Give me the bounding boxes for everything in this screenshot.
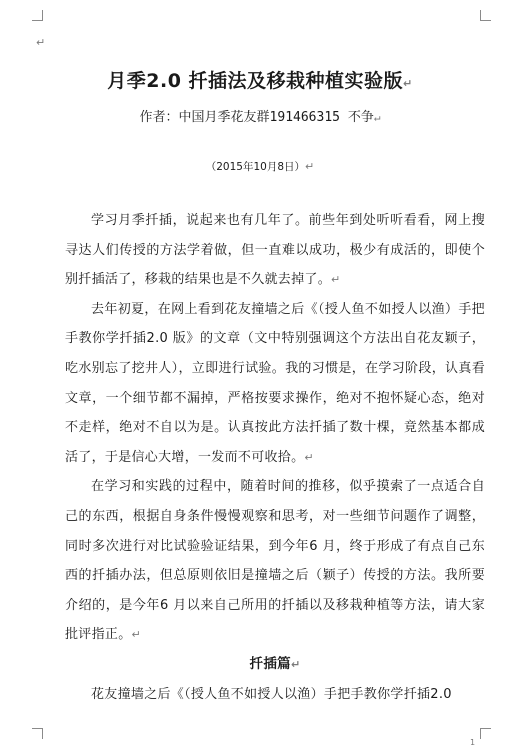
date-line[interactable] [40, 159, 480, 174]
paragraph-mark: ↵ [131, 628, 142, 642]
body-paragraph[interactable]: 花友撞墙之后《（授人鱼不如授人以渔）手把手教你学扦插2.0 [91, 686, 452, 702]
title-text: 月季2.0 扦插法及移栽种植实验版 [107, 70, 404, 92]
author-line[interactable] [40, 106, 480, 125]
section-heading[interactable]: 扦插篇↵ [249, 655, 301, 672]
paragraph-mark: ↵ [305, 160, 315, 173]
margin-corner-bottom-left [32, 728, 43, 739]
margin-corner-top-left [32, 10, 43, 21]
body-paragraph[interactable]: 去年初夏，在网上看到花友撞墙之后《（授人鱼不如授人以渔）手把手教你学扦插2.0 版》的文章（文中特别强调这个方法出自花友颖子，吃水别忘了挖井人），立即进行试验。我的习惯是，在学习阶段，认真看文章，一个细节都不漏掉，严格按要求操作，绝对不抱怀疑心态，绝对不走样，绝对不自以为是。认真按此方法扦插了数十棵，竟然基本都成活了，于是信心大增，一发而不可收拾。↵ [65, 301, 485, 465]
author-text: 作者：中国月季花友群191466315 不争 [139, 110, 374, 125]
body-paragraph[interactable]: 在学习和实践的过程中，随着时间的推移，似乎摸索了一点适合自己的东西，根据自身条件慢慢观察和思考，对一些细节问题作了调整，同时多次进行对比试验验证结果，到今年6 月，终于形成了有点自己东西的扦插办法，但总原则依旧是撞墙之后（颖子）传授的方法。我所要介绍的，是今年6 月以来自己所用的扦插以及移栽种植等方法，请大家批评指正。↵ [65, 479, 485, 643]
paragraph-mark: ↵ [304, 450, 314, 464]
paragraph-mark: ↵ [36, 36, 46, 49]
margin-corner-top-right [480, 10, 491, 21]
date-text: （2015年10月8日） [205, 161, 306, 173]
margin-corner-bottom-right [480, 728, 491, 739]
body-paragraph[interactable]: 学习月季扦插，说起来也有几年了。前些年到处听听看看，网上搜寻达人们传授的方法学着做，但一直难以成功，极少有成活的，即使个别扦插活了，移栽的结果也是不久就去掉了。↵ [65, 213, 485, 288]
page-number: 1 [470, 738, 476, 747]
paragraph-mark: ↵ [331, 273, 341, 287]
paragraph-mark: ↵ [403, 77, 413, 90]
paragraph-mark: ↵ [373, 111, 381, 124]
paragraph-mark: ↵ [290, 657, 301, 671]
document-body[interactable] [65, 206, 485, 709]
document-title[interactable] [40, 66, 480, 93]
